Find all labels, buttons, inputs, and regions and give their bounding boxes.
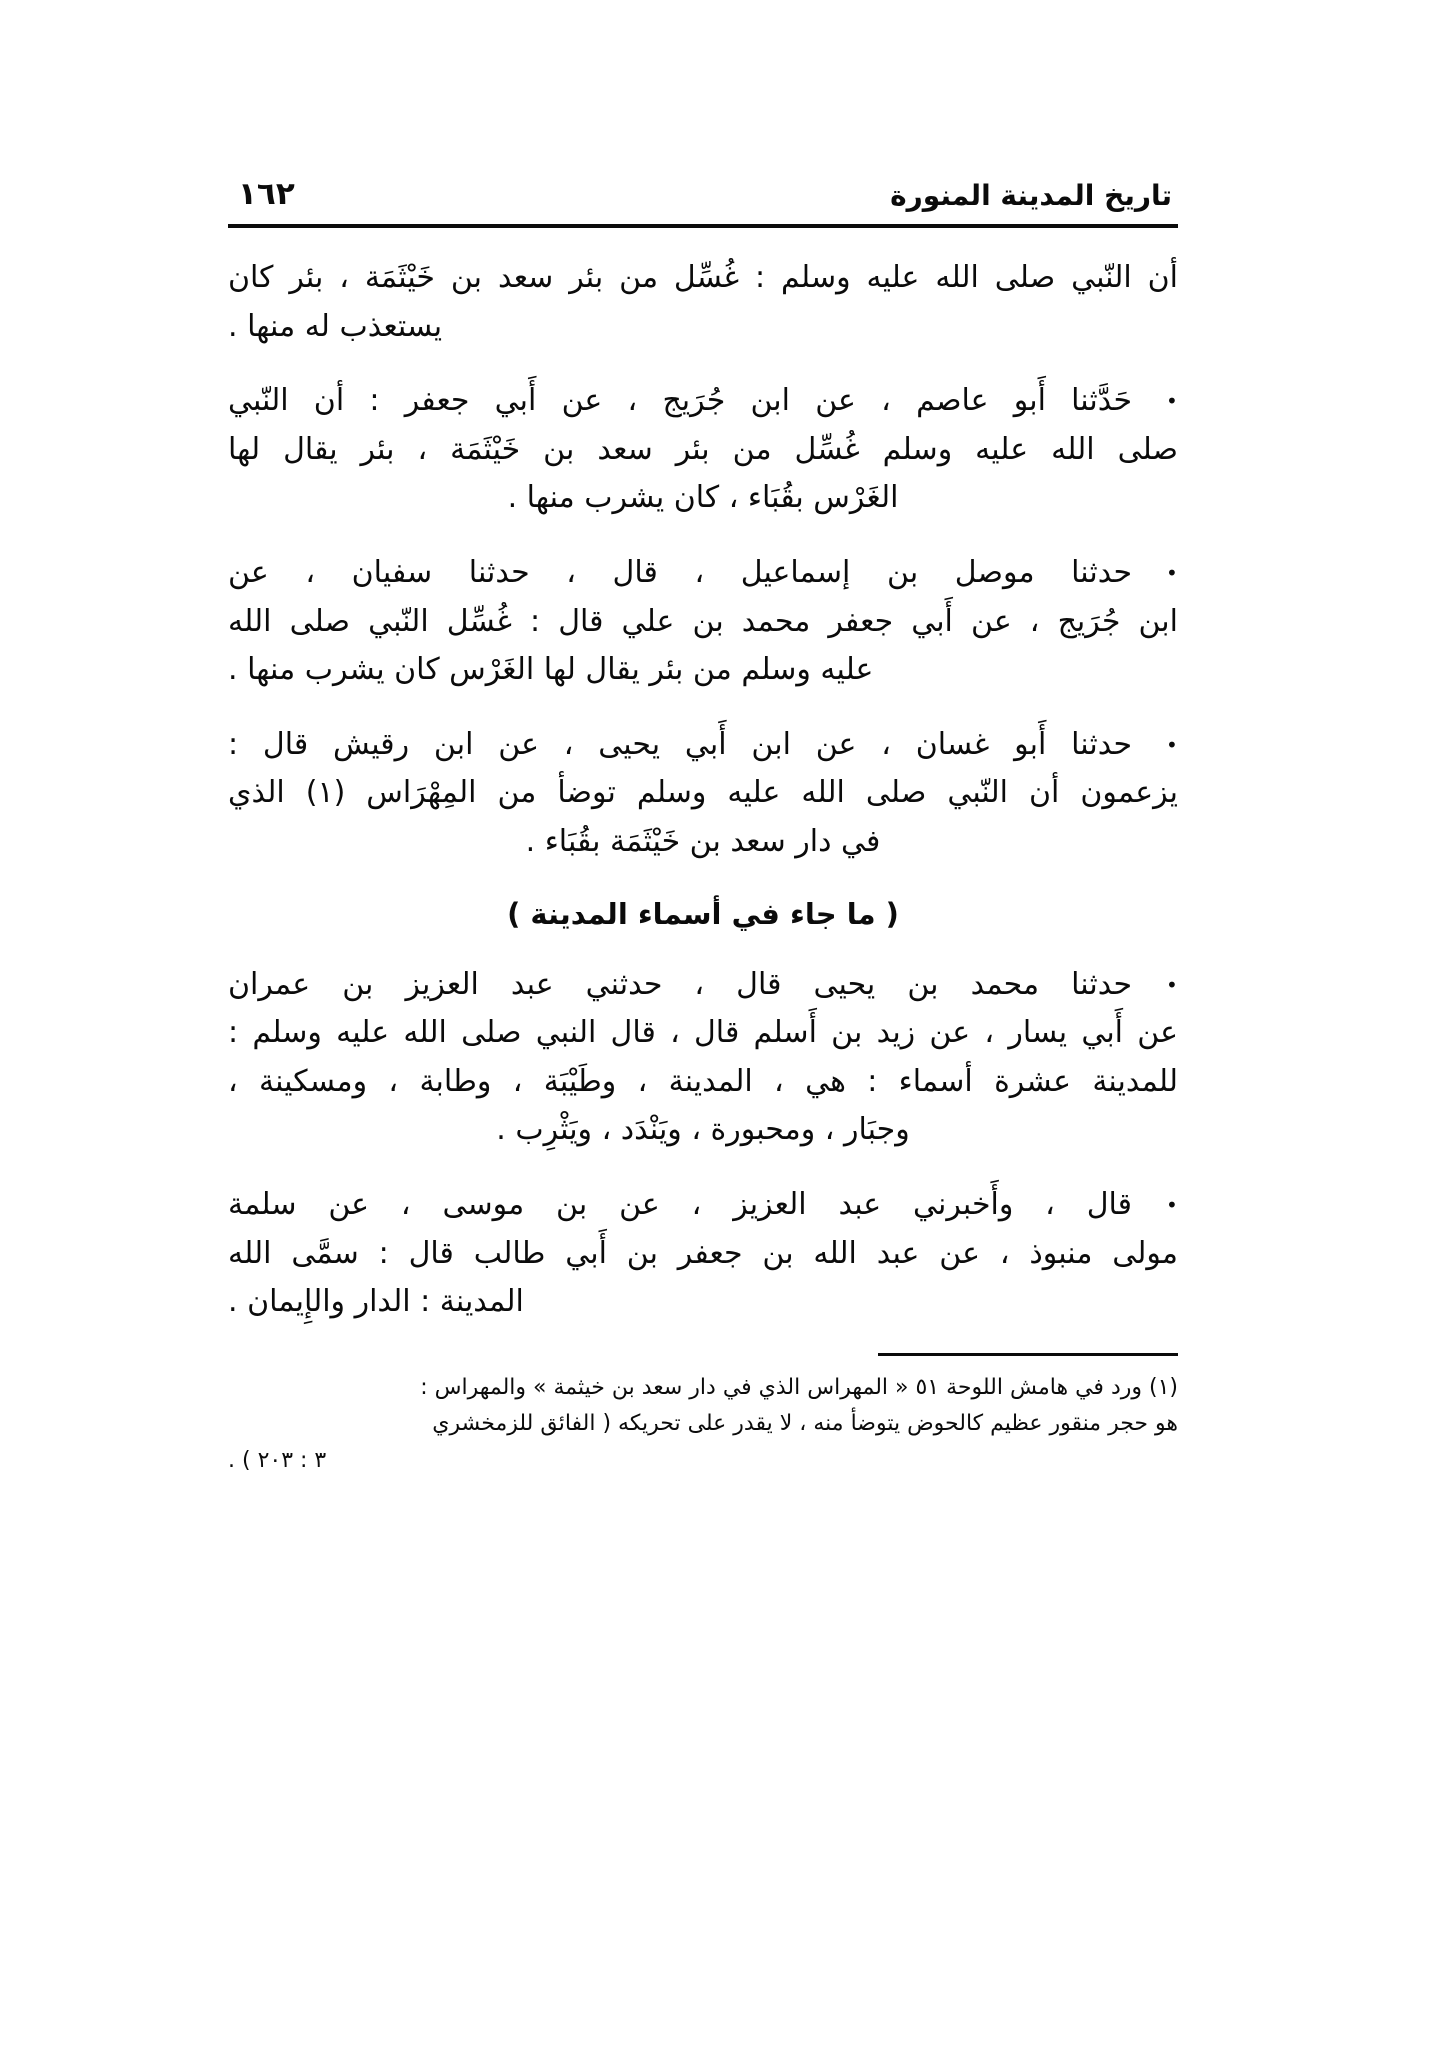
bullet-marker: • [1166, 1193, 1178, 1218]
text-line: يزعمون أن النّبي صلى الله عليه وسلم توضأ من المِهْرَاس (١) الذي [228, 775, 1179, 811]
bullet-marker: • [1166, 733, 1178, 758]
bullet-marker: • [1166, 389, 1178, 414]
paragraph [228, 961, 1178, 1155]
header-rule [228, 224, 1178, 228]
text-line-with-bullet [228, 961, 1178, 1010]
bullet-marker: • [1166, 561, 1178, 586]
footnote-line: ٣ : ٢٠٣ ) . [228, 1447, 327, 1473]
text-line-with-bullet [228, 377, 1178, 426]
text-line: في دار سعد بن خَيْثَمَة بقُبَاء . [525, 823, 881, 859]
text-line-with-bullet [228, 549, 1178, 598]
footnote-line: (١) ورد في هامش اللوحة ٥١ « المهراس الذي في دار سعد بن خيثمة » والمهراس : [420, 1374, 1178, 1400]
text-line-with-bullet [228, 721, 1178, 770]
paragraph [228, 549, 1178, 695]
footnote [228, 1370, 1178, 1480]
text-line: يستعذب له منها . [228, 308, 443, 344]
text-line: حَدَّثنا أَبو عاصم ، عن ابن جُرَيج ، عن أَبي جعفر : أن النّبي [228, 383, 1132, 419]
text-line: وجبَار ، ومحبورة ، ويَنْدَد ، ويَثْرِب . [496, 1112, 910, 1148]
text-line: عليه وسلم من بئر يقال لها الغَرْس كان يشرب منها . [228, 652, 874, 688]
text-line: مولى منبوذ ، عن عبد الله بن جعفر بن أَبي طالب قال : سمَّى الله [228, 1235, 1178, 1271]
page-sheet [228, 160, 1178, 1479]
text-line: حدثنا أَبو غسان ، عن ابن أَبي يحيى ، عن ابن رقيش قال : [228, 726, 1132, 762]
paragraph [228, 721, 1178, 867]
page-number: ١٦٢ [238, 176, 295, 212]
section-heading: ( ما جاء في أسماء المدينة ) [507, 896, 899, 931]
paragraph [228, 377, 1178, 523]
text-line: حدثنا موصل بن إسماعيل ، قال ، حدثنا سفيان ، عن [228, 554, 1132, 590]
text-line: عن أَبي يسار ، عن زيد بن أَسلم قال ، قال النبي صلى الله عليه وسلم : [228, 1015, 1178, 1051]
paragraph [228, 1181, 1178, 1327]
text-line: صلى الله عليه وسلم غُسِّل من بئر سعد بن خَيْثَمَة ، بئر يقال لها [228, 431, 1178, 467]
paragraph [228, 254, 1178, 351]
book-title: تاريخ المدينة المنورة [890, 179, 1172, 212]
text-line: أن النّبي صلى الله عليه وسلم : غُسِّل من بئر سعد بن خَيْثَمَة ، بئر كان [228, 260, 1178, 295]
text-line: قال ، وأَخبرني عبد العزيز ، عن بن موسى ، عن سلمة [228, 1186, 1132, 1222]
running-head [228, 160, 1178, 214]
text-line: للمدينة عشرة أسماء : هي ، المدينة ، وطَيْبَة ، وطابة ، ومسكينة ، [228, 1063, 1178, 1099]
text-line: ابن جُرَيج ، عن أَبي جعفر محمد بن علي قال : غُسِّل النّبي صلى الله [228, 603, 1178, 639]
text-line: المدينة : الدار والإِيمان . [228, 1284, 524, 1320]
text-line-with-bullet [228, 1181, 1178, 1230]
text-line: الغَرْس بقُبَاء ، كان يشرب منها . [507, 480, 899, 516]
bullet-marker: • [1166, 972, 1178, 997]
body-text [228, 254, 1178, 1327]
footnote-rule [878, 1353, 1178, 1356]
footnote-line: هو حجر منقور عظيم كالحوض يتوضأ منه ، لا يقدر على تحريكه ( الفائق للزمخشري [432, 1411, 1178, 1437]
text-line: حدثنا محمد بن يحيى قال ، حدثني عبد العزيز بن عمران [228, 966, 1132, 1002]
